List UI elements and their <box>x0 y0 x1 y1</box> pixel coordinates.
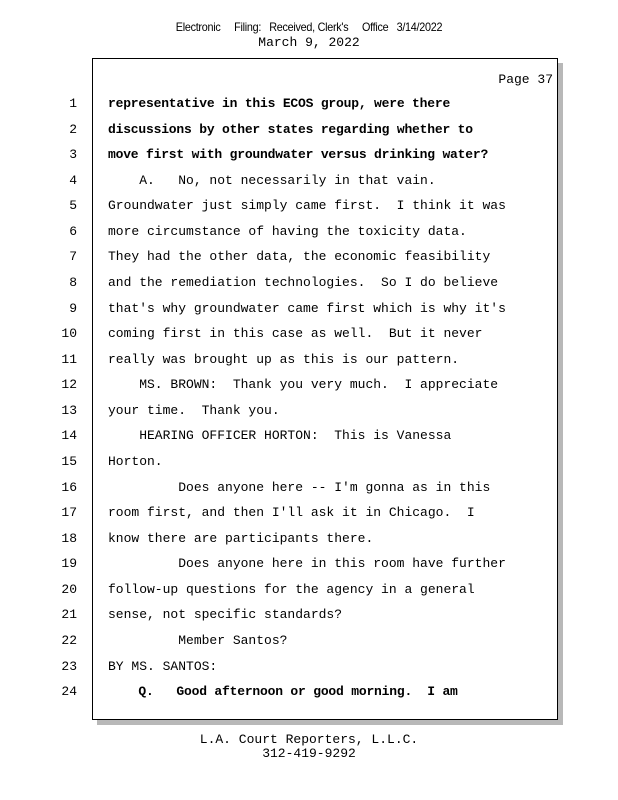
line-text: and the remediation technologies. So I do believe <box>108 274 499 290</box>
line-number: 22 <box>61 632 77 648</box>
line-number: 17 <box>61 505 77 521</box>
line-text: BY MS. SANTOS: <box>108 658 218 674</box>
line-number: 13 <box>61 402 77 418</box>
line-text: know there are participants there. <box>108 530 374 546</box>
line-text: Does anyone here in this room have further <box>108 556 506 572</box>
transcript-page <box>61 58 558 720</box>
line-text: HEARING OFFICER HORTON: This is Vanessa <box>108 428 452 444</box>
line-text: representative in this ECOS group, were there <box>108 96 451 111</box>
line-number: 21 <box>61 607 77 623</box>
line-number: 15 <box>61 453 77 469</box>
reporter-name: L.A. Court Reporters, L.L.C. <box>199 732 419 747</box>
line-number: 12 <box>61 377 77 393</box>
line-text: Horton. <box>108 453 163 469</box>
line-number: 10 <box>61 326 77 342</box>
line-number: 8 <box>69 274 77 290</box>
line-text: MS. BROWN: Thank you very much. I appreciate <box>108 377 499 393</box>
line-number: 2 <box>69 121 77 137</box>
footer <box>0 733 618 761</box>
line-text: room first, and then I'll ask it in Chicago. I <box>108 505 475 521</box>
line-text: more circumstance of having the toxicity data. <box>108 223 467 239</box>
line-number: 4 <box>69 172 77 188</box>
line-text: that's why groundwater came first which is why it's <box>108 300 506 316</box>
line-number: 18 <box>61 530 77 546</box>
line-number: 14 <box>61 428 77 444</box>
line-text: follow-up questions for the agency in a general <box>108 581 475 597</box>
line-number: 20 <box>61 581 77 597</box>
transcript-date: March 9, 2022 <box>258 35 360 50</box>
line-number: 9 <box>69 300 77 316</box>
electronic-filing-stamp: Electronic Filing: Received, Clerk's Office 3/14/2022 <box>175 20 443 34</box>
reporter-phone: 312-419-9292 <box>262 746 356 761</box>
line-number: 23 <box>61 658 77 674</box>
line-number: 3 <box>69 147 77 163</box>
page-number: Page 37 <box>498 72 553 87</box>
line-text: Does anyone here -- I'm gonna as in this <box>108 479 491 495</box>
line-number: 6 <box>69 223 77 239</box>
line-text: They had the other data, the economic feasibility <box>108 249 491 265</box>
line-text: A. No, not necessarily in that vain. <box>108 172 436 188</box>
line-number: 24 <box>61 684 77 700</box>
line-text: your time. Thank you. <box>108 402 280 418</box>
line-number: 1 <box>69 96 77 111</box>
line-number: 11 <box>61 351 77 367</box>
line-text: really was brought up as this is our pattern. <box>108 351 460 367</box>
line-number: 5 <box>69 198 77 214</box>
line-number: 16 <box>61 479 77 495</box>
line-text: Member Santos? <box>108 632 288 648</box>
line-number: 19 <box>61 556 77 572</box>
line-number: 7 <box>69 249 77 265</box>
line-text: coming first in this case as well. But it never <box>108 326 483 342</box>
line-text: sense, not specific standards? <box>108 607 343 623</box>
line-text: discussions by other states regarding whether to <box>108 121 473 137</box>
line-text: Groundwater just simply came first. I think it was <box>108 198 506 214</box>
line-text: move first with groundwater versus drinking water? <box>108 147 489 163</box>
line-text: Q. Good afternoon or good morning. I am <box>108 684 458 700</box>
